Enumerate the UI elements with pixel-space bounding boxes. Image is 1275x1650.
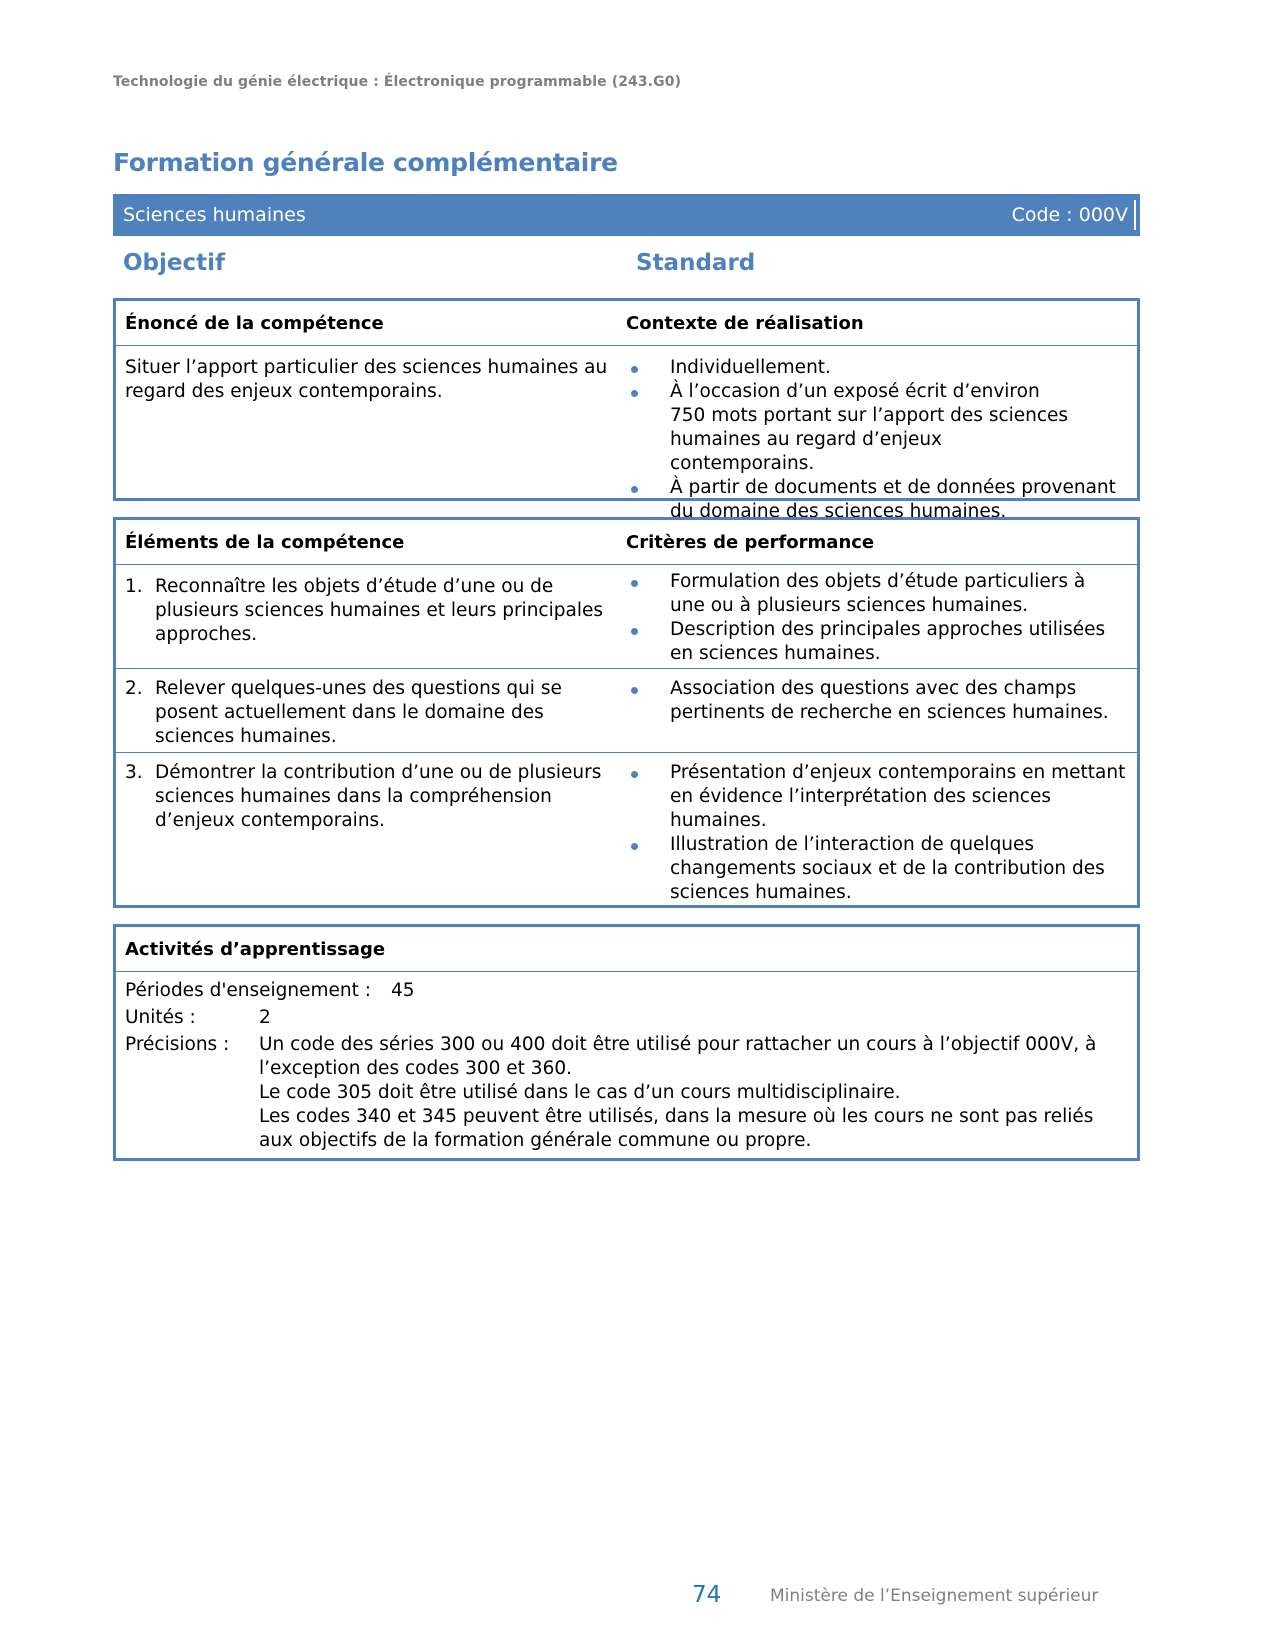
competence-table [113,298,1140,522]
table-row [116,565,1137,669]
element-1: 1. Reconnaître les objets d’étude d’une ou de plusieurs sciences humaines et leurs principales approches. [125,576,603,645]
list-item: À l’occasion d’un exposé écrit d’environ 750 mots portant sur l’apport des sciences humaines au regard d’enjeux contemporains. [626,380,1137,476]
list-item: À partir de documents et de données provenant du domaine des sciences humaines. [626,476,1137,524]
list-item: Formulation des objets d’étude particuliers à une ou à plusieurs sciences humaines. [626,570,1137,618]
page-title: Formation générale complémentaire [113,148,618,177]
element-3: 3. Démontrer la contribution d’une ou de plusieurs sciences humaines dans la compréhension d’enjeux contemporains. [125,762,602,831]
table-header-row [116,301,1137,346]
periods-line [125,979,1137,1003]
competence-statement: Situer l’apport particulier des sciences humaines au regard des enjeux contemporains. [125,357,608,402]
criteria-header: Critères de performance [626,531,875,553]
table-header-row [116,927,1137,972]
criteria-list [626,761,1137,905]
precision-item: Les codes 340 et 345 peuvent être utilisés, dans la mesure où les cours ne sont pas reliés aux objectifs de la formation générale commune ou propre. [259,1106,1094,1151]
subject-name: Sciences humaines [123,204,306,226]
precisions-label: Précisions : [125,1034,230,1055]
units-value: 2 [259,1007,271,1028]
list-item: Description des principales approches utilisées en sciences humaines. [626,618,1137,666]
precision-item: Un code des séries 300 ou 400 doit être utilisé pour rattacher un cours à l’objectif 000V, à l’exception des codes 300 et 360. [259,1034,1097,1079]
footer-publisher: Ministère de l’Enseignement supérieur [770,1586,1099,1606]
list-item: Association des questions avec des champs pertinents de recherche en sciences humaines. [626,677,1137,725]
element-2: 2. Relever quelques-unes des questions qui se posent actuellement dans le domaine des sciences humaines. [125,678,562,747]
subject-bar [113,194,1140,236]
bar-divider [1134,200,1136,230]
page-number: 74 [692,1582,722,1608]
list-item: Individuellement. [626,356,1137,380]
table-header-row [116,520,1137,565]
elements-header: Éléments de la compétence [125,531,405,553]
statement-header: Énoncé de la compétence [125,312,384,334]
precision-item: Le code 305 doit être utilisé dans le cas d’un cours multidisciplinaire. [259,1082,901,1103]
elements-table [113,517,1140,908]
criteria-list [626,677,1137,725]
table-row [116,753,1137,906]
activities-body [116,972,1137,1153]
periods-value: 45 [391,980,415,1001]
context-header: Contexte de réalisation [626,312,864,334]
table-row [116,669,1137,753]
list-item: Présentation d’enjeux contemporains en mettant en évidence l’interprétation des sciences humaines. [626,761,1137,833]
running-head: Technologie du génie électrique : Électronique programmable (243.G0) [113,74,682,90]
objectif-heading: Objectif [123,250,226,276]
units-label: Unités : [125,1007,196,1028]
precisions-line [125,1033,1137,1153]
table-row [116,346,1137,522]
standard-heading: Standard [636,250,756,276]
subject-code: Code : 000V [1011,204,1128,226]
precisions-text [259,1033,1137,1153]
activities-header: Activités d’apprentissage [125,938,386,960]
units-line [125,1006,1137,1030]
activities-table [113,924,1140,1161]
list-item: Illustration de l’interaction de quelques changements sociaux et de la contribution des sciences humaines. [626,833,1137,905]
context-list [626,356,1137,524]
criteria-list [626,570,1137,666]
periods-label: Périodes d'enseignement : [125,980,372,1001]
